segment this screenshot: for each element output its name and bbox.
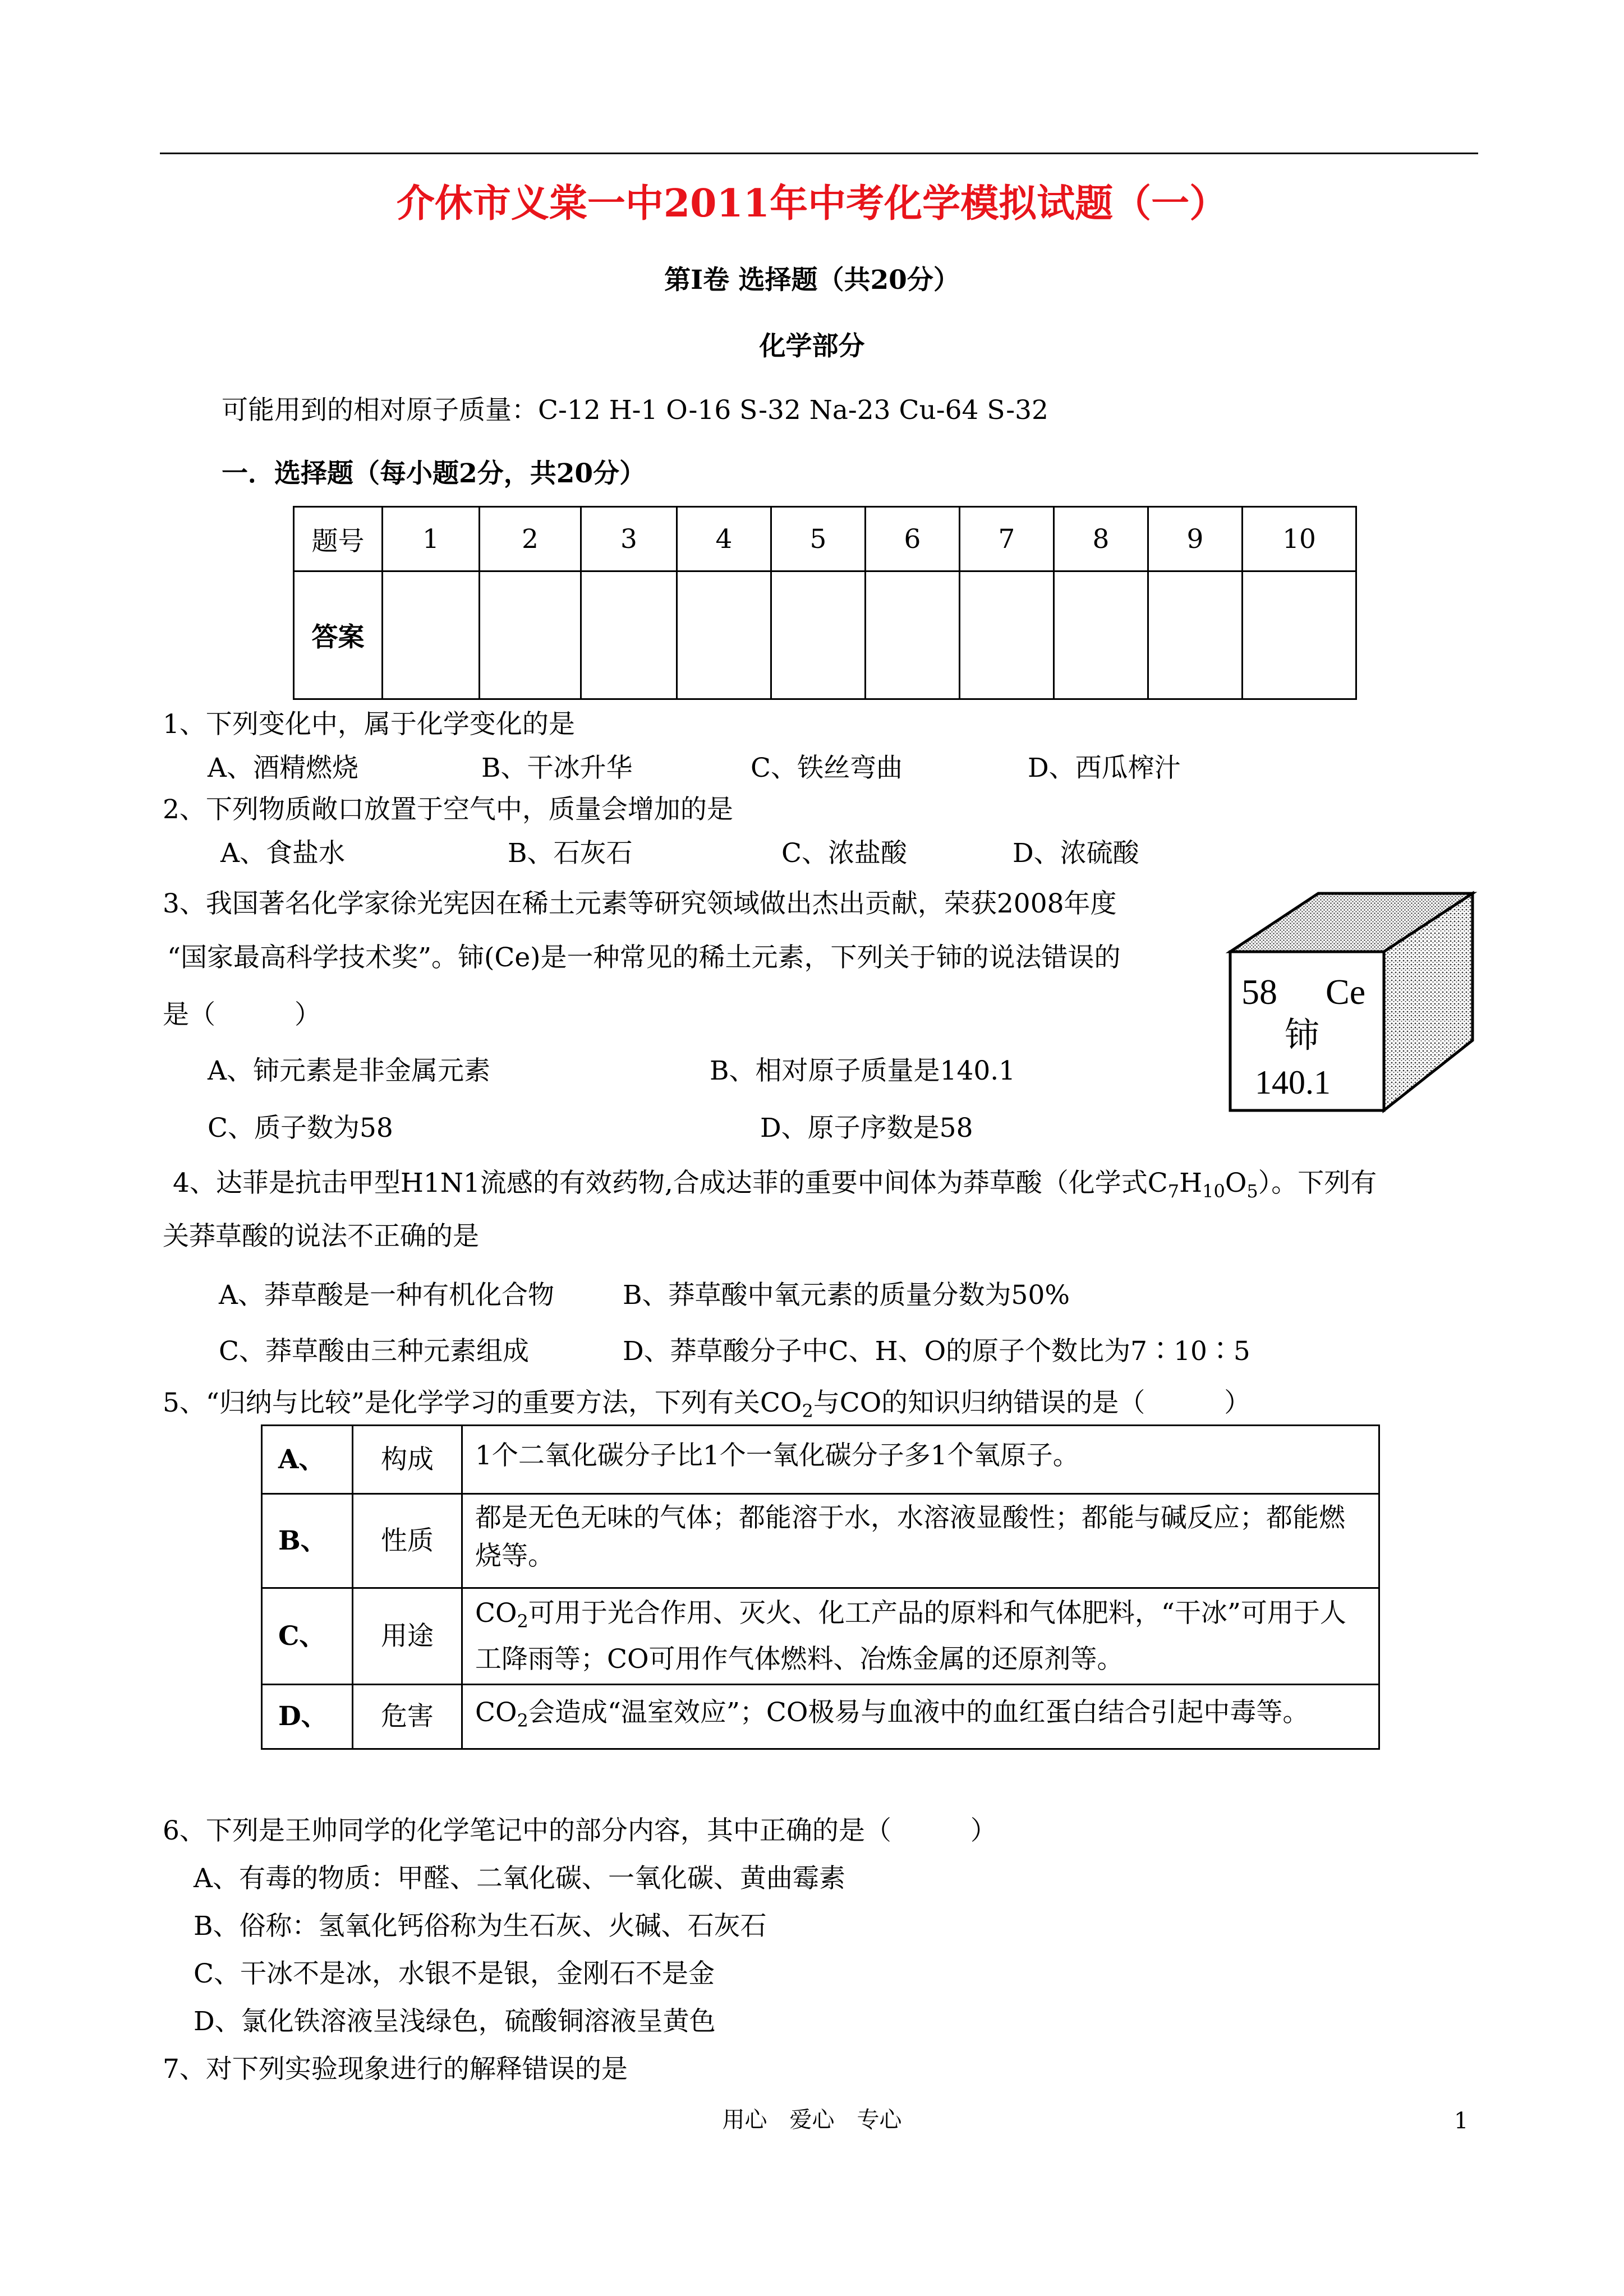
q3-option-a: A、铈元素是非金属元素 bbox=[208, 1055, 490, 1086]
kb-category: 危害 bbox=[353, 1685, 462, 1749]
kb-content-pre: CO bbox=[475, 1597, 517, 1629]
answer-cell[interactable] bbox=[960, 571, 1054, 699]
kb-option: B、 bbox=[262, 1494, 353, 1588]
q1-option-b: B、干冰升华 bbox=[481, 753, 633, 783]
atomic-masses: 可能用到的相对原子质量：C-12 H-1 O-16 S-32 Na-23 Cu-64 S-32 bbox=[222, 395, 1048, 426]
answer-table-number: 8 bbox=[1054, 507, 1148, 571]
kb-content bbox=[462, 1426, 1379, 1494]
answer-cell[interactable] bbox=[1243, 571, 1356, 699]
q4-formula-sub: 5 bbox=[1246, 1181, 1258, 1202]
answer-table-number: 3 bbox=[581, 507, 677, 571]
q4-stem-pre: 4、达菲是抗击甲型H1N1流感的有效药物,合成达菲的重要中间体为莽草酸（化学式C bbox=[173, 1168, 1168, 1198]
answer-cell[interactable] bbox=[771, 571, 866, 699]
q2-stem: 2、下列物质敞口放置于空气中，质量会增加的是 bbox=[163, 794, 733, 825]
kb-category: 性质 bbox=[353, 1494, 462, 1588]
answer-table-number: 7 bbox=[960, 507, 1054, 571]
answer-cell[interactable] bbox=[1054, 571, 1148, 699]
q2-option-c: C、浓盐酸 bbox=[781, 838, 907, 869]
answer-cell[interactable] bbox=[677, 571, 771, 699]
answer-cell[interactable] bbox=[480, 571, 581, 699]
header-rule bbox=[160, 153, 1478, 154]
q3-stem-line2: “国家最高科学技术奖”。铈(Ce)是一种常见的稀土元素，下列关于铈的说法错误的 bbox=[167, 942, 1121, 973]
q4-option-d: D、莽草酸分子中C、H、O的原子个数比为7∶10∶5 bbox=[623, 1336, 1250, 1367]
knowledge-table bbox=[261, 1424, 1380, 1750]
element-number: 58 bbox=[1241, 972, 1277, 1012]
q4-stem-line1 bbox=[173, 1167, 1377, 1208]
kb-content: $CO_2$可用于光合作用、灭火、化工产品的原料和气体肥料，“干冰”可用于人工降雨等；CO可用作气体燃料、冶炼金属的还原剂等。 bbox=[462, 1588, 1379, 1685]
q7-stem: 7、对下列实验现象进行的解释错误的是 bbox=[163, 2054, 628, 2085]
answer-table-number: 1 bbox=[383, 507, 480, 571]
part-heading: 化学部分 bbox=[759, 331, 865, 362]
answer-table-label-answer: 答案 bbox=[294, 571, 383, 699]
kb-option: C、 bbox=[262, 1588, 353, 1685]
answer-table-number: 9 bbox=[1148, 507, 1243, 571]
kb-option: A、 bbox=[262, 1426, 353, 1494]
element-mass: 140.1 bbox=[1255, 1064, 1331, 1101]
page-title: 介休市义棠一中2011年中考化学模拟试题（一） bbox=[396, 181, 1228, 226]
kb-content-pre: 1个二氧化碳分子比1个一氧化碳分子多1个氧原子。 bbox=[475, 1440, 1079, 1471]
answer-cell[interactable] bbox=[1148, 571, 1243, 699]
q4-formula-sub: 7 bbox=[1167, 1181, 1180, 1202]
element-name: 铈 bbox=[1285, 1015, 1320, 1055]
q5-stem-sub: 2 bbox=[802, 1400, 813, 1422]
answer-table-label-number: 题号 bbox=[294, 507, 383, 571]
section1-heading: 一．选择题（每小题2分，共20分） bbox=[222, 458, 646, 489]
q5-stem-post: 与CO的知识归纳错误的是（ ） bbox=[813, 1387, 1251, 1418]
q6-option-c: C、干冰不是冰，水银不是银，金刚石不是金 bbox=[194, 1958, 715, 1989]
q5-stem-pre: 5、“归纳与比较”是化学学习的重要方法，下列有关CO bbox=[163, 1387, 802, 1418]
kb-content bbox=[462, 1494, 1379, 1588]
q2-option-a: A、食盐水 bbox=[220, 838, 345, 869]
q6-stem: 6、下列是王帅同学的化学笔记中的部分内容，其中正确的是（ ） bbox=[163, 1815, 997, 1846]
q2-option-b: B、石灰石 bbox=[508, 838, 633, 869]
footer-motto: 用心 爱心 专心 bbox=[722, 2107, 902, 2133]
q2-option-d: D、浓硫酸 bbox=[1013, 838, 1139, 869]
kb-option: D、 bbox=[262, 1685, 353, 1749]
answer-table-number: 2 bbox=[480, 507, 581, 571]
q3-option-b: B、相对原子质量是140.1 bbox=[710, 1055, 1016, 1086]
answer-table-number: 4 bbox=[677, 507, 771, 571]
kb-content: $CO_2$会造成“温室效应”；CO极易与血液中的血红蛋白结合引起中毒等。 bbox=[462, 1685, 1379, 1749]
answer-table bbox=[293, 506, 1357, 700]
q4-formula-o: O bbox=[1225, 1168, 1247, 1198]
q1-stem: 1、下列变化中，属于化学变化的是 bbox=[163, 709, 575, 740]
q3-stem-line1: 3、我国著名化学家徐光宪因在稀土元素等研究领域做出杰出贡献，荣获2008年度 bbox=[163, 888, 1117, 919]
section-heading: 第Ⅰ卷 选择题（共20分） bbox=[664, 265, 960, 296]
answer-table-number: 5 bbox=[771, 507, 866, 571]
q5-stem bbox=[163, 1386, 1250, 1428]
q4-option-c: C、莽草酸由三种元素组成 bbox=[219, 1336, 529, 1367]
q4-stem-post: ）。下列有 bbox=[1258, 1168, 1377, 1198]
kb-category: 构成 bbox=[353, 1426, 462, 1494]
kb-content-pre: 都是无色无味的气体；都能溶于水，水溶液显酸性；都能与碱反应；都能燃烧等。 bbox=[475, 1502, 1345, 1571]
element-symbol: Ce bbox=[1326, 972, 1366, 1012]
answer-cell[interactable] bbox=[383, 571, 480, 699]
cerium-element-cube bbox=[1226, 889, 1484, 1119]
q3-stem-line3: 是（ ） bbox=[163, 999, 321, 1030]
q4-formula-h: H bbox=[1179, 1168, 1203, 1198]
answer-cell[interactable] bbox=[581, 571, 677, 699]
q4-option-b: B、莽草酸中氧元素的质量分数为50% bbox=[623, 1280, 1070, 1311]
q1-option-a: A、酒精燃烧 bbox=[208, 753, 358, 783]
q1-option-d: D、西瓜榨汁 bbox=[1028, 753, 1181, 783]
q3-option-c: C、质子数为58 bbox=[208, 1113, 393, 1144]
answer-table-number: 10 bbox=[1243, 507, 1356, 571]
q3-option-d: D、原子序数是58 bbox=[760, 1113, 973, 1144]
q4-option-a: A、莽草酸是一种有机化合物 bbox=[219, 1280, 554, 1311]
page-number: 1 bbox=[1454, 2108, 1469, 2134]
answer-table-number: 6 bbox=[866, 507, 960, 571]
q6-option-b: B、俗称：氢氧化钙俗称为生石灰、火碱、石灰石 bbox=[194, 1911, 767, 1942]
kb-category: 用途 bbox=[353, 1588, 462, 1685]
kb-content-pre: CO bbox=[475, 1697, 517, 1728]
q6-option-d: D、氯化铁溶液呈浅绿色，硫酸铜溶液呈黄色 bbox=[194, 2006, 716, 2037]
q4-stem-line2: 关莽草酸的说法不正确的是 bbox=[163, 1221, 479, 1252]
answer-cell[interactable] bbox=[866, 571, 960, 699]
q1-option-c: C、铁丝弯曲 bbox=[751, 753, 903, 783]
q6-option-a: A、有毒的物质：甲醛、二氧化碳、一氧化碳、黄曲霉素 bbox=[194, 1863, 845, 1894]
q4-formula-sub: 10 bbox=[1202, 1181, 1225, 1202]
